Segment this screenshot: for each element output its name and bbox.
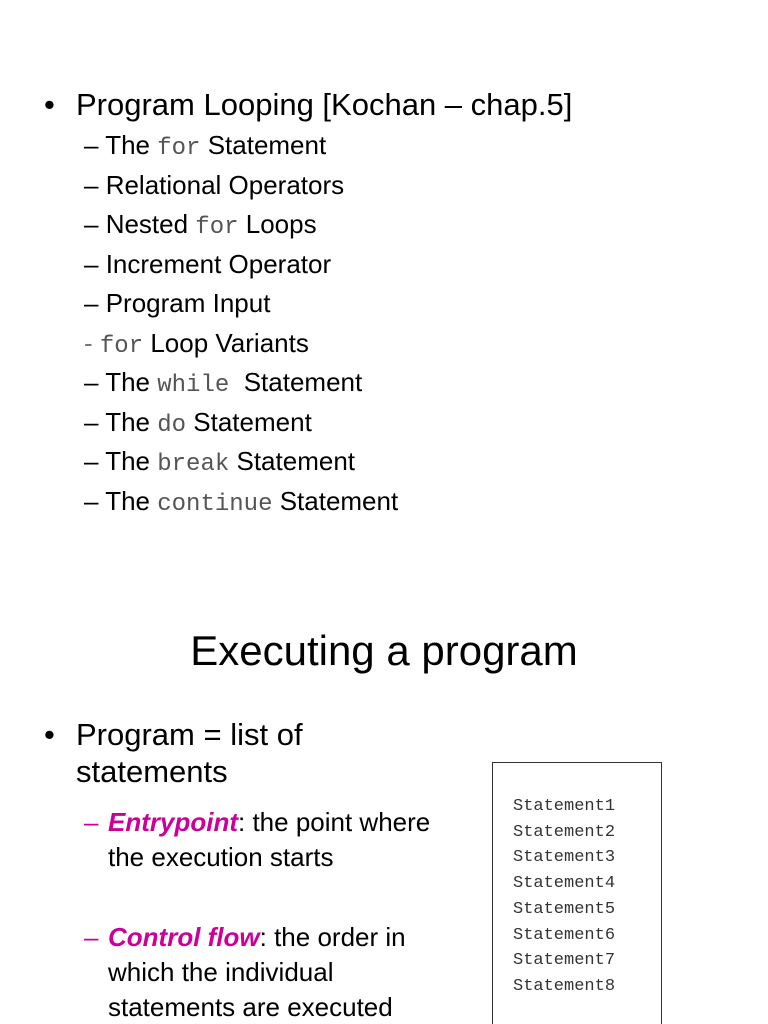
topic-text: Relational Operators — [105, 169, 345, 200]
statement-line: Statement6 — [513, 925, 616, 945]
topic-item — [84, 169, 398, 209]
topic-dash: – — [84, 130, 106, 160]
bullet-program-looping-text: Program Looping [Kochan – chap.5] — [76, 87, 573, 122]
topic-dash: – — [84, 367, 106, 397]
topic-text: Increment Operator — [105, 248, 332, 279]
statement-line: Statement5 — [513, 899, 616, 919]
topic-item — [84, 129, 398, 169]
topic-text: The — [105, 130, 158, 160]
topic-item — [84, 406, 398, 446]
subpoint-control-flow — [84, 920, 444, 1024]
slide-title: Executing a program — [190, 627, 578, 674]
slide-executing-a-program — [0, 560, 768, 1024]
topic-code: for — [99, 332, 144, 360]
topic-text-suffix: Statement — [272, 485, 399, 516]
bullet-dot: • — [44, 717, 55, 752]
subpoint-dash: – — [84, 922, 99, 952]
statement-line: Statement2 — [513, 822, 616, 842]
topic-dash: – — [84, 288, 106, 318]
topic-item — [84, 208, 398, 248]
subpoint-entrypoint — [84, 805, 444, 875]
topic-item — [84, 287, 398, 327]
topic-text: The — [105, 406, 158, 437]
topic-list — [84, 129, 398, 524]
bullet-program-looping — [44, 87, 572, 123]
statement-line: Statement1 — [513, 797, 616, 816]
topic-dash: – — [84, 446, 106, 476]
topic-text: Nested — [105, 209, 196, 239]
topic-dash: – — [84, 248, 106, 279]
bullet-program-definition-text: Program = list of statements — [76, 717, 303, 789]
topic-code: for — [195, 214, 239, 241]
topic-code: do — [157, 411, 187, 439]
subpoint-dash: – — [84, 807, 99, 837]
topic-text: The — [105, 446, 158, 476]
topic-code: continue — [157, 490, 273, 518]
topic-text-suffix: Statement — [200, 130, 327, 160]
term-control-flow: Control flow — [108, 922, 260, 952]
topic-item — [84, 445, 398, 485]
topic-text: The — [105, 367, 158, 397]
topic-dash: – — [84, 406, 106, 437]
subpoint-control-flow-text: : the order in which the individual statements are executed — [108, 922, 406, 1022]
topic-dash: – — [84, 169, 106, 200]
statement-list — [513, 794, 615, 1000]
bullet-dot: • — [44, 87, 55, 122]
topic-text: Program Input — [105, 288, 271, 318]
topic-text-suffix: Statement — [229, 367, 363, 397]
topic-item — [84, 485, 398, 525]
topic-item — [84, 248, 398, 288]
topic-code: break — [157, 451, 230, 478]
topic-item — [84, 366, 398, 406]
subpoint-entrypoint-text: : the point where the execution starts — [108, 807, 431, 872]
topic-code: while — [157, 372, 230, 399]
statement-line: Statement7 — [513, 951, 616, 971]
topic-dash: – — [84, 209, 106, 239]
topic-text: The — [105, 485, 158, 516]
topic-text-suffix: Statement — [229, 446, 355, 476]
topic-text-suffix: Statement — [186, 406, 312, 437]
term-entrypoint: Entrypoint — [108, 807, 238, 837]
bullet-program-definition — [44, 716, 444, 790]
statement-line: Statement8 — [513, 976, 616, 996]
statement-line: Statement3 — [513, 848, 616, 868]
statement-line: Statement4 — [513, 874, 616, 894]
topic-dash: - — [84, 327, 100, 358]
topic-text-suffix: Loop Variants — [143, 327, 309, 358]
topic-dash: – — [84, 485, 106, 516]
statement-listing-box — [492, 762, 662, 1024]
topic-text-suffix: Loops — [238, 209, 317, 239]
topic-code: for — [157, 135, 201, 162]
topic-item — [84, 327, 398, 367]
